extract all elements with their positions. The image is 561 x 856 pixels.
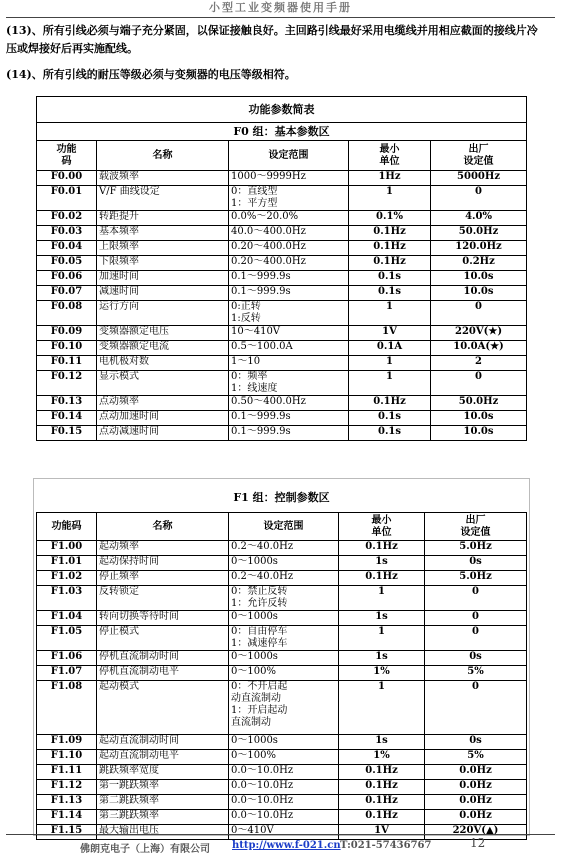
name-cell: V/F 曲线设定 — [97, 186, 229, 211]
name-cell: 上限频率 — [97, 241, 229, 256]
name-cell: 点动加速时间 — [97, 411, 229, 426]
unit-cell: 1 — [349, 186, 431, 211]
table-row — [37, 541, 527, 556]
name-cell: 最大输出电压 — [97, 825, 229, 840]
range-cell: 0.2～40.0Hz — [229, 571, 339, 586]
name-cell: 显示模式 — [97, 371, 229, 396]
function-code-cell: F1.07 — [37, 666, 97, 681]
function-code-cell: F1.04 — [37, 611, 97, 626]
name-cell: 转距提升 — [97, 211, 229, 226]
table-row — [37, 396, 527, 411]
table-row — [37, 556, 527, 571]
table-row — [37, 626, 527, 651]
range-cell: 0.0～10.0Hz — [229, 795, 339, 810]
range-cell: 0～1000s — [229, 651, 339, 666]
column-header: 出厂 设定值 — [425, 513, 527, 541]
table-row — [37, 371, 527, 396]
column-header: 名称 — [97, 141, 229, 171]
name-cell: 起动直流制动电平 — [97, 750, 229, 765]
page-footer — [0, 838, 561, 856]
default-cell: 0 — [425, 611, 527, 626]
range-cell: 40.0～400.0Hz — [229, 226, 349, 241]
unit-cell: 1s — [339, 611, 425, 626]
function-code-cell: F0.14 — [37, 411, 97, 426]
range-cell: 1000～9999Hz — [229, 171, 349, 186]
default-cell: 0 — [425, 681, 527, 735]
name-cell: 减速时间 — [97, 286, 229, 301]
f1-group-title: F1 组：控制参数区 — [233, 491, 330, 504]
unit-cell: 0.1Hz — [349, 396, 431, 411]
default-cell: 10.0s — [431, 286, 527, 301]
default-cell: 10.0s — [431, 426, 527, 441]
table-row — [37, 681, 527, 735]
unit-cell: 1% — [339, 666, 425, 681]
default-cell: 5000Hz — [431, 171, 527, 186]
unit-cell: 0.1Hz — [339, 780, 425, 795]
table-row — [37, 286, 527, 301]
table-title: 功能参数简表 — [37, 97, 527, 123]
name-cell: 加速时间 — [97, 271, 229, 286]
name-cell: 运行方向 — [97, 301, 229, 326]
name-cell: 跳跃频率宽度 — [97, 765, 229, 780]
unit-cell: 1 — [339, 681, 425, 735]
function-code-cell: F0.00 — [37, 171, 97, 186]
table-header-row — [37, 141, 527, 171]
name-cell: 起动频率 — [97, 541, 229, 556]
function-code-cell: F1.13 — [37, 795, 97, 810]
range-cell: 0.0～10.0Hz — [229, 780, 339, 795]
table-row — [37, 301, 527, 326]
range-cell: 0.2～40.0Hz — [229, 541, 339, 556]
name-cell: 停止频率 — [97, 571, 229, 586]
range-cell: 1～10 — [229, 356, 349, 371]
name-cell: 停机直流制动时间 — [97, 651, 229, 666]
table-row — [37, 256, 527, 271]
page-header-title: 小型工业变频器使用手册 — [209, 1, 352, 14]
range-cell: 0.0%～20.0% — [229, 211, 349, 226]
default-cell: 5.0Hz — [425, 571, 527, 586]
default-cell: 5% — [425, 750, 527, 765]
unit-cell: 0.1Hz — [339, 541, 425, 556]
table-row — [37, 666, 527, 681]
column-header: 出厂 设定值 — [431, 141, 527, 171]
unit-cell: 0.1Hz — [349, 226, 431, 241]
column-header: 最小 单位 — [349, 141, 431, 171]
range-cell: 0.20～400.0Hz — [229, 241, 349, 256]
range-cell: 0.0～10.0Hz — [229, 765, 339, 780]
range-cell: 0.1～999.9s — [229, 426, 349, 441]
unit-cell: 1 — [349, 371, 431, 396]
function-code-cell: F1.08 — [37, 681, 97, 735]
range-cell: 0：直线型 1：平方型 — [229, 186, 349, 211]
column-header: 名称 — [97, 513, 229, 541]
unit-cell: 1V — [339, 825, 425, 840]
note-14: (14)、所有引线的耐压等级必须与变频器的电压等级相符。 — [6, 68, 296, 81]
function-code-cell: F1.12 — [37, 780, 97, 795]
range-cell: 0.1～999.9s — [229, 286, 349, 301]
unit-cell: 1V — [349, 326, 431, 341]
note-13: (13)、所有引线必须与端子充分紧固，以保证接触良好。主回路引线最好采用电缆线并用相应截面的接线片冷压或焊接好后再实施配线。 — [6, 24, 538, 55]
unit-cell: 0.1Hz — [339, 571, 425, 586]
table-row — [37, 241, 527, 256]
default-cell: 0.0Hz — [425, 795, 527, 810]
unit-cell: 0.1s — [349, 426, 431, 441]
table-header-row — [37, 513, 527, 541]
function-code-cell: F1.02 — [37, 571, 97, 586]
default-cell: 0 — [431, 301, 527, 326]
function-code-cell: F0.06 — [37, 271, 97, 286]
default-cell: 0s — [425, 735, 527, 750]
function-code-cell: F0.01 — [37, 186, 97, 211]
table-row — [37, 326, 527, 341]
table-row — [37, 651, 527, 666]
column-header: 功能 码 — [37, 141, 97, 171]
range-cell: 10～410V — [229, 326, 349, 341]
name-cell: 载波频率 — [97, 171, 229, 186]
default-cell: 0s — [425, 651, 527, 666]
name-cell: 起动保持时间 — [97, 556, 229, 571]
name-cell: 基本频率 — [97, 226, 229, 241]
function-code-cell: F1.11 — [37, 765, 97, 780]
name-cell: 停止模式 — [97, 626, 229, 651]
column-header: 设定范围 — [229, 513, 339, 541]
name-cell: 转向切换等待时间 — [97, 611, 229, 626]
unit-cell: 1Hz — [349, 171, 431, 186]
function-code-cell: F1.14 — [37, 810, 97, 825]
function-code-cell: F0.04 — [37, 241, 97, 256]
default-cell: 50.0Hz — [431, 226, 527, 241]
name-cell: 点动频率 — [97, 396, 229, 411]
table-row — [37, 810, 527, 825]
default-cell: 120.0Hz — [431, 241, 527, 256]
name-cell: 电机极对数 — [97, 356, 229, 371]
function-code-cell: F0.05 — [37, 256, 97, 271]
range-cell: 0:正转 1:反转 — [229, 301, 349, 326]
default-cell: 0 — [425, 626, 527, 651]
unit-cell: 0.1s — [349, 271, 431, 286]
default-cell: 5% — [425, 666, 527, 681]
function-code-cell: F0.03 — [37, 226, 97, 241]
footer-divider — [6, 834, 555, 835]
default-cell: 2 — [431, 356, 527, 371]
function-code-cell: F1.05 — [37, 626, 97, 651]
function-code-cell: F0.11 — [37, 356, 97, 371]
table-row — [37, 426, 527, 441]
name-cell: 停机直流制动电平 — [97, 666, 229, 681]
default-cell: 5.0Hz — [425, 541, 527, 556]
table-row — [37, 271, 527, 286]
f1-parameter-table — [36, 512, 527, 840]
table-row — [37, 356, 527, 371]
function-code-cell: F0.12 — [37, 371, 97, 396]
table-row — [37, 611, 527, 626]
default-cell: 0.2Hz — [431, 256, 527, 271]
function-code-cell: F1.10 — [37, 750, 97, 765]
range-cell: 0：自由停车 1：减速停车 — [229, 626, 339, 651]
table-row — [37, 411, 527, 426]
table-row — [37, 341, 527, 356]
column-header: 最小 单位 — [339, 513, 425, 541]
default-cell: 50.0Hz — [431, 396, 527, 411]
unit-cell: 1 — [339, 586, 425, 611]
range-cell: 0.20～400.0Hz — [229, 256, 349, 271]
table-row — [37, 211, 527, 226]
function-code-cell: F0.15 — [37, 426, 97, 441]
function-code-cell: F0.13 — [37, 396, 97, 411]
function-code-cell: F1.01 — [37, 556, 97, 571]
default-cell: 0.0Hz — [425, 765, 527, 780]
function-code-cell: F0.07 — [37, 286, 97, 301]
unit-cell: 0.1Hz — [349, 256, 431, 271]
table-row — [37, 171, 527, 186]
unit-cell: 0.1A — [349, 341, 431, 356]
name-cell: 反转锁定 — [97, 586, 229, 611]
default-cell: 220V(▲) — [425, 825, 527, 840]
default-cell: 0.0Hz — [425, 810, 527, 825]
name-cell: 下限频率 — [97, 256, 229, 271]
unit-cell: 0.1% — [349, 211, 431, 226]
unit-cell: 1s — [339, 735, 425, 750]
footer-phone: T:021-57436767 — [340, 840, 432, 851]
unit-cell: 0.1s — [349, 411, 431, 426]
unit-cell: 1 — [349, 356, 431, 371]
unit-cell: 1 — [339, 626, 425, 651]
range-cell: 0.5～100.0A — [229, 341, 349, 356]
range-cell: 0～100% — [229, 750, 339, 765]
name-cell: 变频器额定电压 — [97, 326, 229, 341]
unit-cell: 1 — [349, 301, 431, 326]
table-row — [37, 735, 527, 750]
table-row — [37, 765, 527, 780]
default-cell: 0 — [431, 371, 527, 396]
name-cell: 第三跳跃频率 — [97, 810, 229, 825]
header-divider — [6, 17, 555, 18]
column-header: 功能码 — [37, 513, 97, 541]
unit-cell: 0.1Hz — [339, 765, 425, 780]
range-cell: 0：禁止反转 1：允许反转 — [229, 586, 339, 611]
function-code-cell: F1.09 — [37, 735, 97, 750]
range-cell: 0～100% — [229, 666, 339, 681]
default-cell: 4.0% — [431, 211, 527, 226]
default-cell: 10.0A(★) — [431, 341, 527, 356]
default-cell: 0s — [425, 556, 527, 571]
name-cell: 变频器额定电流 — [97, 341, 229, 356]
table-row — [37, 186, 527, 211]
column-header: 设定范围 — [229, 141, 349, 171]
unit-cell: 0.1Hz — [349, 241, 431, 256]
range-cell: 0～410V — [229, 825, 339, 840]
name-cell: 起动直流制动时间 — [97, 735, 229, 750]
name-cell: 第二跳跃频率 — [97, 795, 229, 810]
table-row — [37, 571, 527, 586]
unit-cell: 0.1s — [349, 286, 431, 301]
table-row — [37, 586, 527, 611]
f0-parameter-table — [36, 96, 527, 441]
name-cell: 第一跳跃频率 — [97, 780, 229, 795]
default-cell: 10.0s — [431, 271, 527, 286]
name-cell: 点动减速时间 — [97, 426, 229, 441]
function-code-cell: F1.00 — [37, 541, 97, 556]
name-cell: 起动模式 — [97, 681, 229, 735]
table-row — [37, 750, 527, 765]
range-cell: 0～1000s — [229, 556, 339, 571]
function-code-cell: F1.03 — [37, 586, 97, 611]
range-cell: 0～1000s — [229, 735, 339, 750]
default-cell: 0.0Hz — [425, 780, 527, 795]
unit-cell: 1s — [339, 556, 425, 571]
f0-group-title: F0 组：基本参数区 — [37, 123, 527, 141]
function-code-cell: F0.10 — [37, 341, 97, 356]
range-cell: 0：不开启起 动直流制动 1：开启起动 直流制动 — [229, 681, 339, 735]
footer-company: 佛朗克电子（上海）有限公司 — [80, 844, 210, 855]
default-cell: 0 — [425, 586, 527, 611]
range-cell: 0.1～999.9s — [229, 411, 349, 426]
range-cell: 0.1～999.9s — [229, 271, 349, 286]
range-cell: 0～1000s — [229, 611, 339, 626]
default-cell: 0 — [431, 186, 527, 211]
unit-cell: 0.1Hz — [339, 810, 425, 825]
footer-url-link[interactable]: http://www.f-021.cn — [232, 840, 341, 851]
function-code-cell: F1.06 — [37, 651, 97, 666]
default-cell: 220V(★) — [431, 326, 527, 341]
unit-cell: 1% — [339, 750, 425, 765]
table-row — [37, 795, 527, 810]
function-code-cell: F0.09 — [37, 326, 97, 341]
table-row — [37, 780, 527, 795]
range-cell: 0.0～10.0Hz — [229, 810, 339, 825]
function-code-cell: F0.02 — [37, 211, 97, 226]
range-cell: 0.50～400.0Hz — [229, 396, 349, 411]
unit-cell: 0.1Hz — [339, 795, 425, 810]
function-code-cell: F0.08 — [37, 301, 97, 326]
page-number: 12 — [470, 836, 486, 850]
default-cell: 10.0s — [431, 411, 527, 426]
table-row — [37, 226, 527, 241]
range-cell: 0：频率 1：线速度 — [229, 371, 349, 396]
function-code-cell: F1.15 — [37, 825, 97, 840]
unit-cell: 1s — [339, 651, 425, 666]
